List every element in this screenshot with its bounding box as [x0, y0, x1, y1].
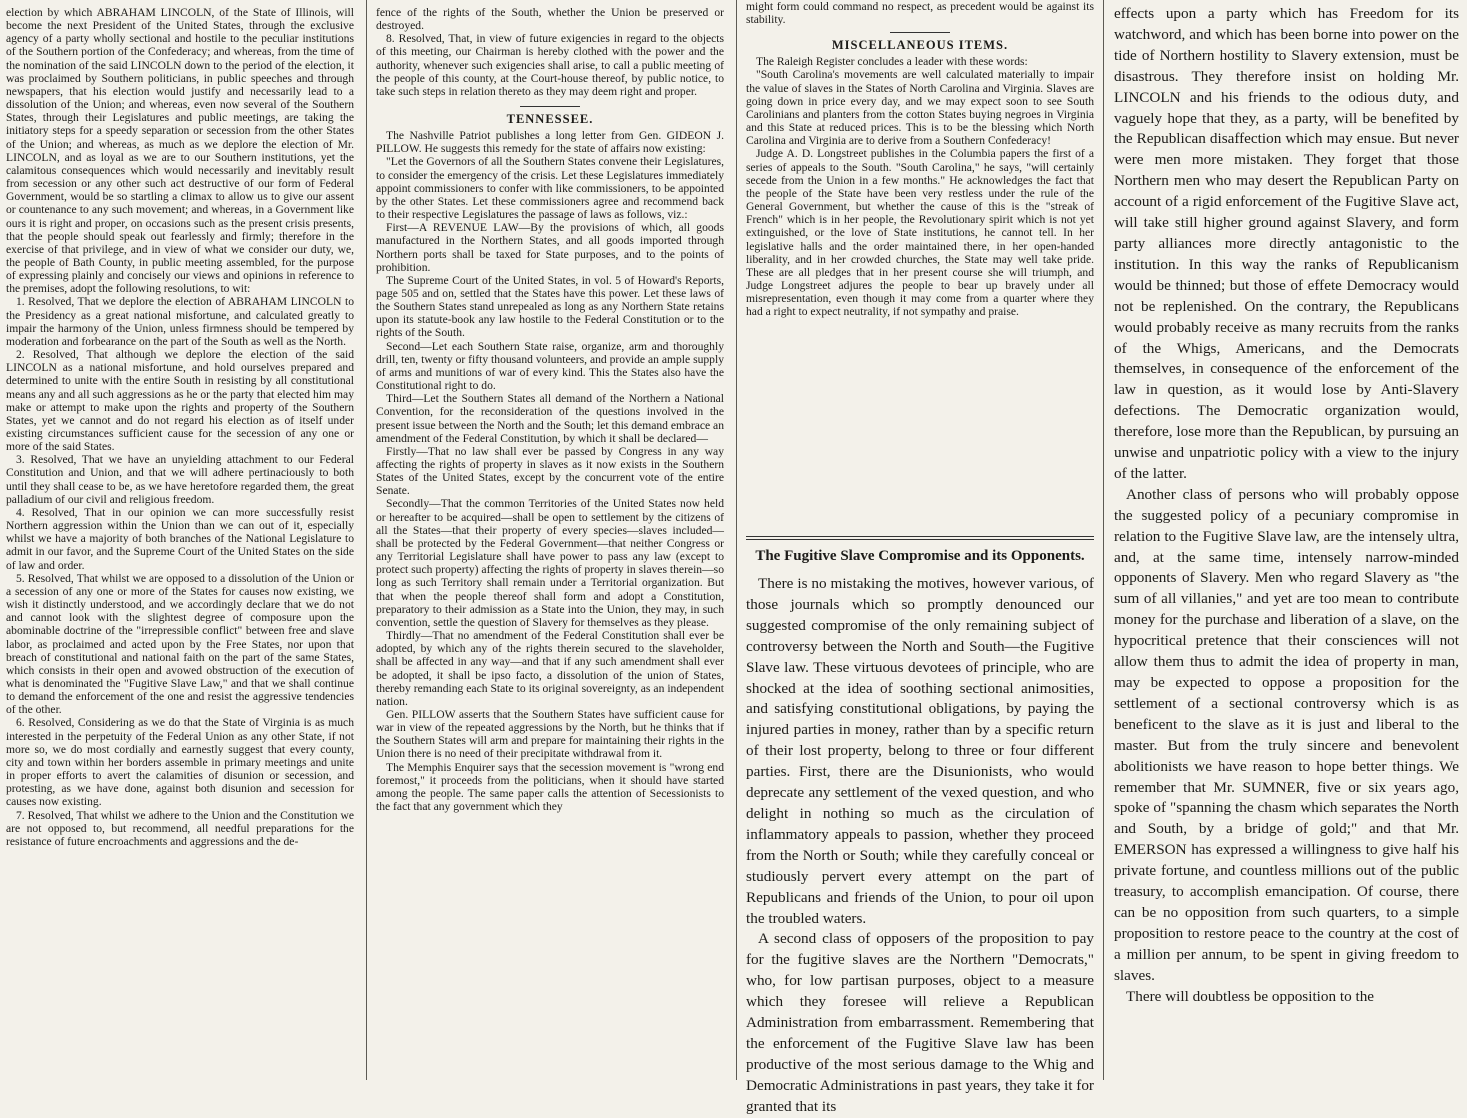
- col4-paragraph: Another class of persons who will probably oppose the suggested policy of a pecuniary compromise in relation to the Fugitive Slave law, are the intensely ultra, and, at the same time, intensely narrow-minded opponents of Slavery. Men who regard Slavery as "the sum of all villanies," and yet are too mean to contribute money for the purchase and liberation of a slave, on the hypocritical pretence that their consciences will not allow them thus to admit the idea of property in man, may be expected to oppose a proposition for the settlement of a sectional controversy which is as beneficent to the slave as it is just and liberal to the master. But from the truly sincere and benevolent abolitionists we have reason to hope better things. We remember that Mr. SUMNER, five or six years ago, spoke of "spanning the chasm which separates the North and South, by a bridge of gold;" and that Mr. EMERSON has expressed a willingness to give half his private fortune, and countless millions out of the public treasury, to accomplish emancipation. Of course, there can be no opposition from such quarters, to a simple proposition to restore peace to the country at the cost of a million per annum, to be spent in giving freedom to slaves.: [1114, 485, 1459, 984]
- section-divider: [890, 32, 950, 33]
- col2-paragraph: Firstly—That no law shall ever be passed by Congress in any way affecting the rights of property in slaves as it now exists in the Southern States of the United States, except by the concurrent vote of the entire Senate.: [376, 444, 724, 498]
- column-3: [740, 0, 1102, 1115]
- col1-resolution-1: 1. Resolved, That we deplore the election of ABRAHAM LINCOLN to the Presidency as a great national misfortune, and calculated greatly to impair the harmony of the Union, unless firmness should be tempered by moderation and forbearance on the part of the South as well as the North.: [6, 295, 354, 348]
- article-rule: [746, 536, 1094, 540]
- col1-resolution-3: 3. Resolved, That we have an unyielding attachment to our Federal Constitution and Union, and that we will adhere pertinaciously to both until they shall cease to be, as we have heretofore regarded them, the great palladium of our civil and religious freedom.: [6, 453, 354, 506]
- section-heading-miscellaneous: MISCELLANEOUS ITEMS.: [831, 38, 1009, 53]
- col2-paragraph: The Memphis Enquirer says that the secession movement is "wrong end foremost," it proceeds from the politicians, when it should have started among the people. The same paper calls the attention of Secessionists to the fact that any government which they: [376, 760, 724, 814]
- column-rule-2: [736, 0, 737, 1080]
- col4-paragraph: There will doubtless be opposition to the: [1126, 987, 1375, 1005]
- col1-resolution-5: 5. Resolved, That whilst we are opposed to a dissolution of the Union or a secession of any one or more of the States for causes now existing, we wish it distinctly understood, and we accordingly declare that we do not and cannot look with the slightest degree of composure upon the abominable doctrine of the "irrepressible conflict" between free and slave labor, as proclaimed and acted upon by the Free States, nor upon that breach of constitutional and national faith on the part of the same States, which consists in their open and avowed obstruction of the execution of what is denominated the "Fugitive Slave Law," and that we shall continue to demand the enforcement of the one and resist the aggressive tendencies of the other.: [6, 571, 354, 717]
- column-4: [1106, 0, 1467, 1080]
- col2-paragraph: Thirdly—That no amendment of the Federal Constitution shall ever be adopted, by which any of the rights therein secured to the slaveholder, shall be affected in any way—and that if any such amendment shall ever be adopted, it shall be ipso facto, a dissolution of the union of States, thereby remanding each State to its original sovereignty, as an independent nation.: [376, 629, 724, 708]
- col2-paragraph: First—A REVENUE LAW—By the provisions of which, all goods manufactured in the Northern States, and all goods imported through Northern ports shall be taxed for State purposes, and to the points of prohibition.: [376, 221, 724, 274]
- section-heading-tennessee: TENNESSEE.: [506, 112, 594, 127]
- article-paragraph: A second class of opposers of the proposition to pay for the fugitive slaves are the Northern "Democrats," who, for low partisan purposes, object to a measure which they foresee will relieve a Republican Administration from embarrassment. Remembering that the enforcement of the Fugitive Slave law has been productive of the most serious damage to the Whig and Democratic Administrations in past years, they take it for granted that its: [746, 930, 1094, 1115]
- misc-items-block: [746, 0, 1094, 532]
- column-2: [370, 0, 732, 1080]
- article-fugitive-slave: [746, 546, 1094, 1118]
- col3-paragraph: Judge A. D. Longstreet publishes in the Columbia papers the first of a series of appeals to the South. "South Carolina," he says, "will certainly secede from the Union in a few months." He acknowledges the fact that the people of the State have been very restless under the rule of the General Government, but whether the cause of this is the "streak of French" which is in her people, the Revolutionary spirit which is not yet extinguished, or the love of State institutions, he cannot tell. In her legislative halls and the order maintained there, in her open-handed liberality, and in her crowded churches, the State may well take pride. These are all pledges that in her present course she will triumph, and Judge Longstreet adjures the people to bear up bravely under all misrepresentation, even though it may come from a quarter where they had a right to expect neutrality, if not sympathy and praise.: [746, 147, 1094, 319]
- col2-paragraph: Third—Let the Southern States all demand of the Northern a National Convention, for the reconsideration of the questions involved in the present issue between the North and the South; let this demand embrace an amendment of the Federal Constitution, by which it shall be declared—: [376, 392, 724, 445]
- col1-paragraph: election by which ABRAHAM LINCOLN, of the State of Illinois, will become the next President of the United States, through the exclusive agency of a party wholly sectional and hostile to the peculiar institutions of the Southern portion of the Confederacy; and whereas, from the time of the nomination of the said LINCOLN down to the period of the election, it was proclaimed by Southern politicians, in public speeches and through newspapers, that his election would justify and necessarily lead to a dissolution of the Union; and whereas, even now several of the Southern States, through their Legislatures and public meetings, are taking the initiatory steps for a speedy separation or secession from the other States of the Union; and whereas, as much as we deplore the election of Mr. LINCOLN, and as loyal as we are to our Southern institutions, yet the calamitous consequences which would necessarily and inevitably result from secession or any other such act destructive of our form of Federal Government, would be so startling a climax to allow us to give our assent or countenance to any such movement; and whereas, in a Government like ours it is right and proper, on occasions such as the present crisis presents, that the people should speak out fearlessly and firmly; therefore in the exercise of that privilege, and in view of what we consider our duty, we, the people of Bath County, in public meeting assembled, for the purpose of expressing plainly and concisely our views and opinions in reference to the premises, adopt the following resolutions, to wit:: [6, 6, 354, 296]
- col2-paragraph: Gen. PILLOW asserts that the Southern States have sufficient cause for war in view of the repeated aggressions by the North, but he thinks that if the Southern States will arm and prepare for maintaining their rights in the Union there is no need of their precipitate withdrawal from it.: [376, 707, 724, 761]
- col2-paragraph: "Let the Governors of all the Southern States convene their Legislatures, to consider the emergency of the crisis. Let these Legislatures immediately appoint commissioners to confer with like commissioners, to be appointed by the other States. Let these commissioners agree and recommend back to their respective Legislatures the passage of laws as follows, viz.:: [376, 155, 724, 222]
- column-1: [0, 0, 362, 1080]
- col3-paragraph: The Raleigh Register concludes a leader with these words:: [756, 55, 1028, 69]
- column-rule-3: [1103, 0, 1104, 1080]
- col2-paragraph: Second—Let each Southern State raise, organize, arm and thoroughly drill, ten, twenty or fifty thousand volunteers, and provide an ample supply of arms and munitions of war of every kind. This the States also have the Constitutional right to do.: [376, 339, 724, 393]
- col1-resolution-6: 6. Resolved, Considering as we do that the State of Virginia is as much interested in the perpetuity of the Federal Union as any other State, if not more so, we do most cordially and earnestly suggest that every county, city and town within her borders assemble in primary meetings and unite in proper efforts to avert the calamities of disunion or secession, and protesting, as we have done, against both disunion and secession for causes now existing.: [6, 716, 354, 809]
- col2-paragraph: The Supreme Court of the United States, in vol. 5 of Howard's Reports, page 505 and on, settled that the States have this power. Let these laws of the Southern States stand unrepealed as long as any Northern State retains upon its statute-book any law hostile to the Federal Constitution or to the rights of the South.: [376, 273, 724, 340]
- col3-continued-text: might form could command no respect, as precedent would be against its stability.: [746, 0, 1094, 27]
- column-rule-1: [366, 0, 367, 1080]
- col1-resolution-7: 7. Resolved, That whilst we adhere to the Union and the Constitution we are not opposed to, but recommend, all needful preparations for the resistance of future encroachments and aggressions and the de-: [6, 808, 354, 848]
- col2-paragraph: The Nashville Patriot publishes a long letter from Gen. GIDEON J. PILLOW. He suggests this remedy for the state of affairs now existing:: [376, 129, 724, 156]
- col2-continued-text: fence of the rights of the South, whether the Union be preserved or destroyed.: [376, 6, 724, 33]
- article-title: The Fugitive Slave Compromise and its Opponents.: [755, 548, 1085, 564]
- col2-resolution-8: 8. Resolved, That, in view of future exigencies in regard to the objects of this meeting, our Chairman is hereby clothed with the power and the authority, whenever such exigencies shall arise, to call a public meeting of the people of this county, at the Court-house thereof, by public notice, to take such steps in relation thereto as they may deem right and proper.: [376, 32, 724, 98]
- article-paragraph: There is no mistaking the motives, however various, of those journals which so promptly denounced our suggested compromise of the only remaining subject of controversy between the North and South—the Fugitive Slave law. These virtuous devotees of principle, who are shocked at the idea of soothing sectional animosities, and satisfying constitutional obligations, by paying the injured parties in money, rather than by a specific return of their lost property, belong to three or four different parties. First, there are the Disunionists, who would deprecate any settlement of the vexed question, and who delight in nothing so much as the circulation of inflammatory appeals to passion, whether they proceed from the North or South; while they carefully conceal or studiously pervert every attempt on the part of Republicans and friends of the Union, to pour oil upon the troubled waters.: [746, 575, 1094, 927]
- col1-resolution-4: 4. Resolved, That in our opinion we can more successfully resist Northern aggression within the Union than we can out of it, especially whilst we have a majority of both branches of the National Legislature to admit in our favor, and the Supreme Court of the United States on the side of law and order.: [6, 505, 354, 572]
- col1-resolution-2: 2. Resolved, That although we deplore the election of the said LINCOLN as a national misfortune, and hold ourselves prepared and determined to unite with the entire South in resisting by all constitutional means any and all such aggressions as he or the party that elected him may make or attempt to make upon the rights and property of the Southern States, yet we cannot and do not regard his election as of itself under existing circumstances sufficient cause for the secession of any one or more of the said States.: [6, 348, 354, 454]
- col2-paragraph: Secondly—That the common Territories of the United States now held or hereafter to be acquired—shall be open to settlement by the citizens of all the States—that their property of every species—slaves included—shall be protected by the Federal Government—that neither Congress or any Territorial Legislature shall have power to pass any law (except to protect such property) affecting the rights of property in slaves therein—so long as such Territory shall remain under a Territorial organization. But that when the people thereof shall form and adopt a Constitution, preparatory to their admission as a State into the Union, they may, in such convention, settle the question of Slavery for themselves as they please.: [376, 497, 724, 629]
- section-divider: [520, 106, 580, 107]
- col3-paragraph: "South Carolina's movements are well calculated materially to impair the value of slaves in the States of North Carolina and Virginia. Slaves are going down in price every day, and we may expect soon to see South Carolinians and planters from the cotton States buying negroes in Virginia and this State at reduced prices. This is to be the blessing which North Carolina and Virginia are to derive from a Southern Confederacy!: [746, 68, 1094, 148]
- col4-paragraph: effects upon a party which has Freedom for its watchword, and which has been borne into power on the tide of Northern hostility to Slavery extension, must be disastrous. They therefore insist on holding Mr. LINCOLN and his friends to the odious duty, and vaguely hope that they, as a party, will be benefited by the Republican disaffection which may ensue. But never were men more mistaken. They forget that those Northern men who may desert the Republican Party on account of a rigid enforcement of the Fugitive Slave act, will take still higher ground against Slavery, and form party alliances more directly antagonistic to the institution. In this way the ranks of Republicanism would be thinned; but those of effete Democracy would not be replenished. On the contrary, the Republicans would probably receive as many recruits from the ranks of the Whigs, Americans, and the Democrats themselves, in consequence of the enforcement of the law in question, as it would lose by Anti-Slavery defections. The Democratic organization would, therefore, lose more than the Republican, by pursuing an unwise and unpatriotic policy with a view to the injury of the latter.: [1114, 5, 1459, 482]
